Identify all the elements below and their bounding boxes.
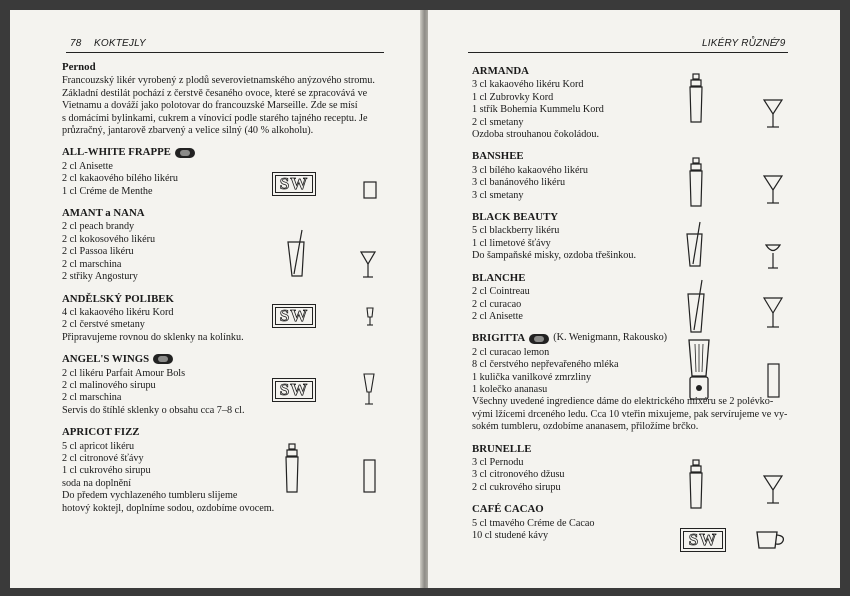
instruction-line: Do předem vychlazeného tumbleru slijeme — [62, 490, 238, 502]
ingredient-line: 2 cl marschina — [62, 392, 122, 404]
pernod-text-line: Francouzský likér vyrobený z plodů severovietnamského anýzového stromu. — [62, 75, 375, 87]
ingredient-line: 2 cl citronové šťávy — [62, 452, 144, 464]
blender-icon — [684, 336, 714, 402]
ingredient-line: 10 cl studené kávy — [472, 530, 549, 541]
ingredient-line: 2 cl likéru Parfait Amour Bols — [62, 367, 186, 379]
pernod-text-line: s domácími bylinkami, cukrem a vínovicí podle starého tajného receptu. Je — [62, 112, 368, 124]
ingredient-line: 5 cl apricot likéru — [62, 440, 135, 452]
tumbler-icon — [766, 362, 782, 400]
globe-icon — [529, 334, 549, 344]
coffee-cup-icon — [754, 528, 788, 552]
ingredient-line: 2 cl Anisette — [62, 160, 113, 172]
ingredient-line: 1 cl cukrového sirupu — [62, 465, 151, 477]
ingredient-line: 3 cl kakaového likéru Kord — [472, 79, 584, 91]
ingredient-line: 1 cl limetové šťávy — [472, 237, 551, 249]
right-header-rule — [468, 52, 788, 53]
instruction-line: Servis do štíhlé sklenky o obsahu cca 7–8 cl. — [62, 404, 245, 416]
ingredient-line: 1 střík Bohemia Kummelu Kord — [472, 104, 604, 116]
recipe-title: BANSHEE — [472, 150, 524, 163]
instruction-line: Do šampaňské misky, ozdoba třešinkou. — [472, 250, 637, 262]
cocktail-glass-icon — [762, 296, 784, 330]
globe-icon — [153, 354, 173, 364]
recipe-title: ALL-WHITE FRAPPE — [62, 146, 388, 158]
cordial-glass-icon — [365, 306, 375, 328]
sw-stamp: SW — [680, 528, 726, 552]
sw-stamp: SW — [272, 172, 316, 196]
right-page — [428, 10, 840, 588]
ingredient-line: 1 kolečko ananasu — [472, 383, 548, 395]
pernod-title: Pernod — [62, 61, 96, 73]
ingredient-line: 4 cl kakaového likéru Kord — [62, 306, 174, 318]
highball-straw-icon — [684, 278, 708, 336]
ingredient-line: 2 cl kokosového likéru — [62, 233, 156, 245]
ingredient-line: 3 cl banánového likéru — [472, 177, 566, 189]
ingredient-line: 1 kulička vanilkové zmrzliny — [472, 371, 592, 383]
ingredient-line: 2 cl marschina — [62, 258, 122, 270]
ingredient-line: 3 cl smetany — [472, 189, 524, 201]
highball-straw-icon — [284, 228, 308, 280]
instruction-line: sokém tumbleru, ozdobíme ananasem, přiložíme brčko. — [472, 421, 699, 433]
pernod-text-line: Základní destilát pochází z čerstvě česaného ovoce, které se zpracovává ve — [62, 87, 368, 99]
pernod-text-line: Vietnamu a dováží jako polotovar do francouzské Marseille. Zde se mísí — [62, 100, 358, 112]
recipe-title: ANGEL'S WINGS — [62, 353, 388, 365]
sw-stamp: SW — [272, 378, 316, 402]
right-page-number: 79 — [774, 38, 786, 49]
ingredient-line: 3 cl Pernodu — [472, 456, 524, 468]
ingredient-line: 2 cl curacao — [472, 298, 522, 310]
recipe-title: BLACK BEAUTY — [472, 211, 559, 224]
ingredient-line: 2 cl peach brandy — [62, 221, 135, 233]
liqueur-glass-icon — [360, 250, 376, 280]
flute-glass-icon — [362, 372, 376, 408]
right-section-title: LIKÉRY RŮZNÉ — [702, 38, 777, 49]
recipe-title: ANDĚLSKÝ POLIBEK — [62, 292, 174, 305]
instruction-line: Všechny uvedené ingredience dáme do elektrického mixéru se 2 polévko- — [472, 396, 774, 408]
recipe-attribution: (K. Wenigmann, Rakousko) — [553, 332, 668, 344]
recipe-title: BRIGITTA (K. Wenigmann, Rakousko) — [472, 332, 668, 345]
left-header-rule — [66, 52, 384, 53]
ingredient-line: 2 střiky Angostury — [62, 271, 138, 283]
recipe-title: CAFÉ CACAO — [472, 503, 544, 516]
ingredient-line: soda na doplnění — [62, 477, 132, 489]
tumbler-icon — [362, 458, 378, 494]
left-page — [10, 10, 422, 588]
sw-stamp: SW — [272, 304, 316, 328]
ingredient-line: 2 cl čerstvé smetany — [62, 319, 145, 331]
recipe-title: ARMANDA — [472, 65, 529, 77]
ingredient-line: 2 cl smetany — [472, 116, 524, 128]
ingredient-line: 5 cl blackberry likéru — [472, 225, 560, 237]
ingredient-line: 2 cl kakaového bílého likéru — [62, 173, 178, 185]
ingredient-line: 3 cl citronového džusu — [472, 469, 565, 481]
shaker-icon — [686, 156, 706, 208]
ingredient-line: 2 cl Passoa likéru — [62, 246, 134, 258]
ingredient-line: 1 cl Créme de Menthe — [62, 185, 153, 197]
left-section-title: KOKTEJLY — [94, 38, 146, 49]
ingredient-line: 8 cl čerstvého nepřevařeného mléka — [472, 359, 619, 371]
ingredient-line: 2 cl curacao lemon — [472, 346, 550, 358]
cocktail-glass-icon — [762, 174, 784, 206]
left-page-number: 78 — [70, 38, 82, 49]
ingredient-line: 2 cl malinového sirupu — [62, 379, 156, 391]
recipe-title: APRICOT FIZZ — [62, 426, 140, 439]
pernod-text-line: průzračný, jantarově zbarvený a velice silný (40 % alkoholu). — [62, 125, 314, 137]
tumbler-icon — [362, 180, 378, 200]
ingredient-line: 5 cl tmavého Créme de Cacao — [472, 517, 595, 529]
ingredient-line: 2 cl Anisette — [472, 310, 523, 322]
ingredient-line: 1 cl Zubrovky Kord — [472, 91, 554, 103]
shaker-icon — [686, 72, 706, 124]
instruction-line: vými lžícemi drceného ledu. Cca 10 vteřin mixujeme, pak servírujeme ve vy- — [472, 408, 788, 420]
ingredient-line: 2 cl cukrového sirupu — [472, 481, 561, 493]
shaker-icon — [282, 442, 302, 494]
right-column — [472, 65, 802, 542]
left-column — [62, 61, 388, 515]
shaker-icon — [686, 458, 706, 510]
recipe-title: BLANCHE — [472, 271, 526, 284]
instruction-line: hotový koktejl, doplníme sodou, ozdobíme ovocem. — [62, 502, 275, 514]
recipe-title: BRUNELLE — [472, 442, 532, 455]
globe-icon — [175, 148, 195, 158]
instruction-line: Ozdoba strouhanou čokoládou. — [472, 129, 600, 141]
highball-straw-icon — [684, 220, 706, 270]
instruction-line: Připravujeme rovnou do sklenky na kolínku. — [62, 331, 244, 343]
champagne-glass-icon — [764, 242, 782, 272]
ingredient-line: 2 cl Cointreau — [472, 286, 530, 298]
ingredient-line: 3 cl bílého kakaového likéru — [472, 164, 588, 176]
cocktail-glass-icon — [762, 474, 784, 506]
recipe-title: AMANT a NANA — [62, 207, 145, 220]
cocktail-glass-icon — [762, 98, 784, 130]
